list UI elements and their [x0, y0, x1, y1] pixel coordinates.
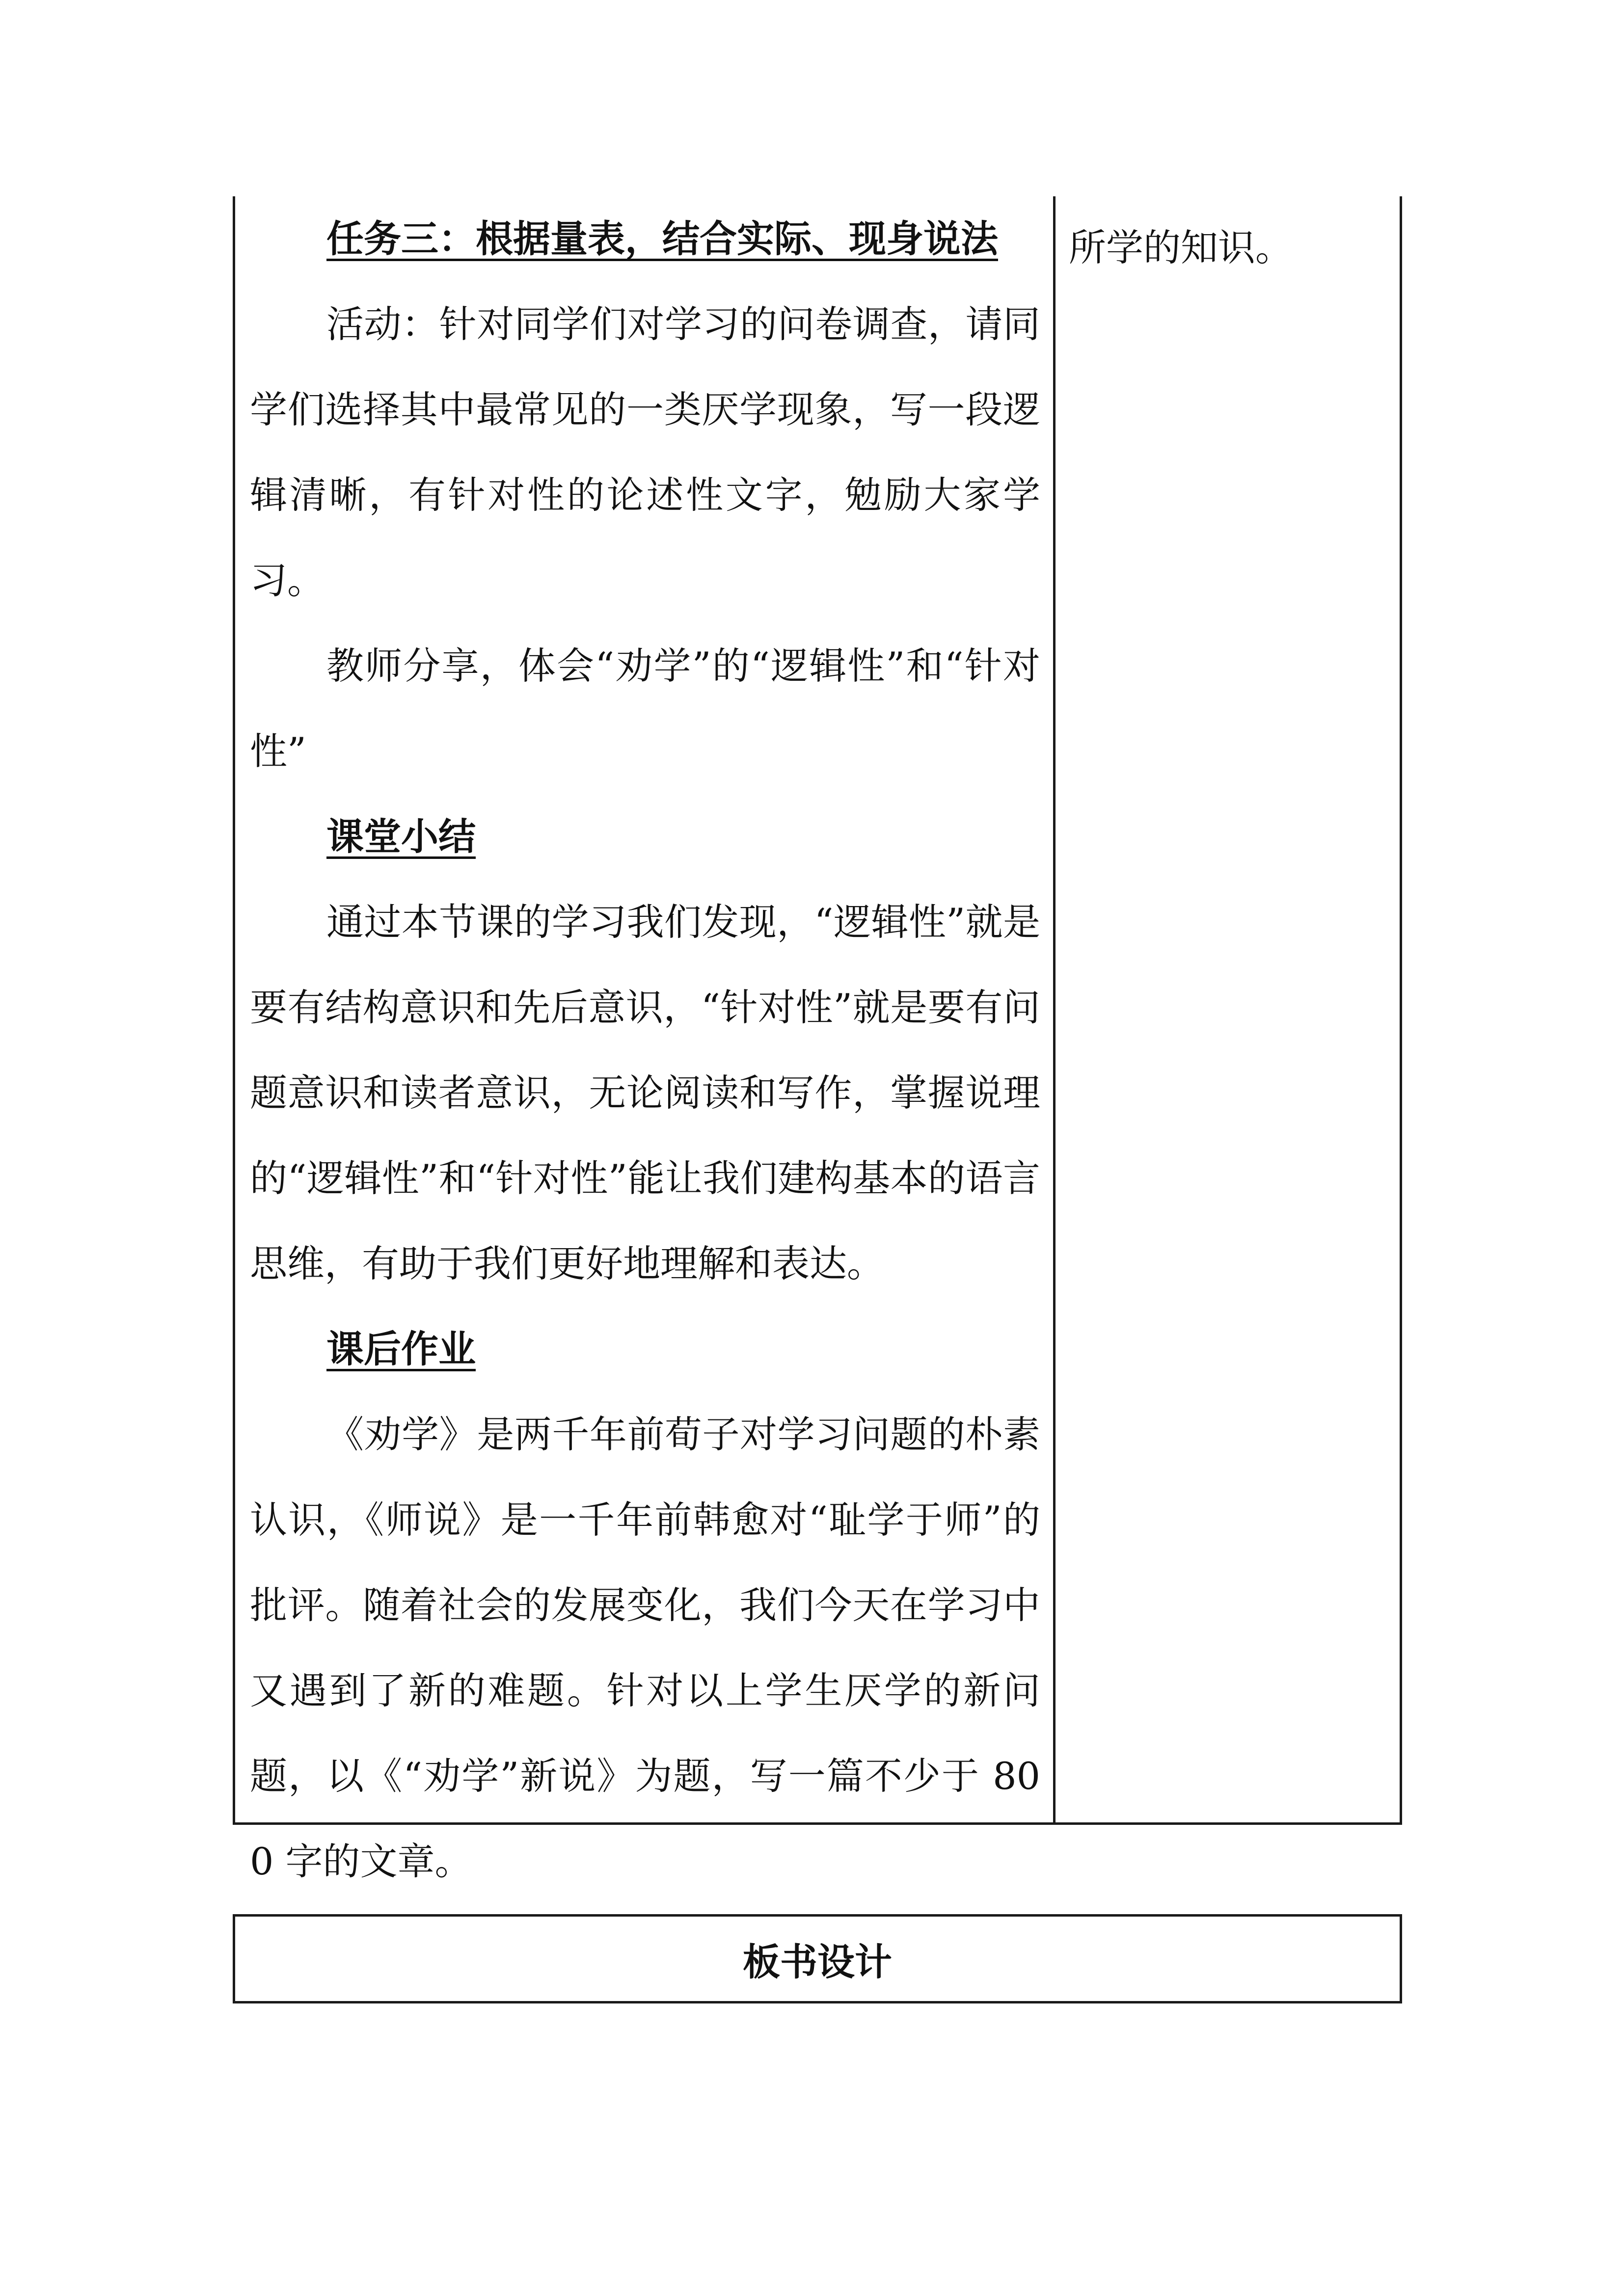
lesson-plan-table: [233, 196, 1402, 1883]
design-intent-cell: [1069, 196, 1393, 1822]
board-design-title: 板书设计: [743, 1940, 892, 1984]
teaching-process-cell: [250, 196, 1040, 1883]
activity-paragraph: 活动：针对同学们对学习的问卷调查，请同学们选择其中最常见的一类厌学现象，写一段逻辑清晰，有针对性的论述性文字，勉励大家学习。: [250, 302, 1040, 602]
summary-heading: 课堂小结: [326, 815, 476, 858]
summary-paragraph: 通过本节课的学习我们发现，“逻辑性”就是要有结构意识和先后意识，“针对性”就是要有问题意识和读者意识，无论阅读和写作，掌握说理的“逻辑性”和“针对性”能让我们建构基本的语言思维，有助于我们更好地理解和表达。: [250, 900, 1040, 1285]
homework-heading: 课后作业: [326, 1327, 476, 1371]
teacher-share-paragraph: 教师分享，体会“劝学”的“逻辑性”和“针对性”: [250, 644, 1040, 773]
board-design-table: [233, 1914, 1402, 2003]
task3-heading: 任务三：根据量表，结合实际、现身说法: [326, 217, 998, 261]
design-intent-text: 所学的知识。: [1069, 226, 1293, 269]
column-divider: [1053, 196, 1056, 1822]
homework-paragraph: 《劝学》是两千年前荀子对学习问题的朴素认识，《师说》是一千年前韩愈对“耻学于师”的批评。随着社会的发展变化，我们今天在学习中又遇到了新的难题。针对以上学生厌学的新问题，以《“劝学”新说》为题，写一篇不少于 800 字的文章。: [250, 1413, 1040, 1883]
